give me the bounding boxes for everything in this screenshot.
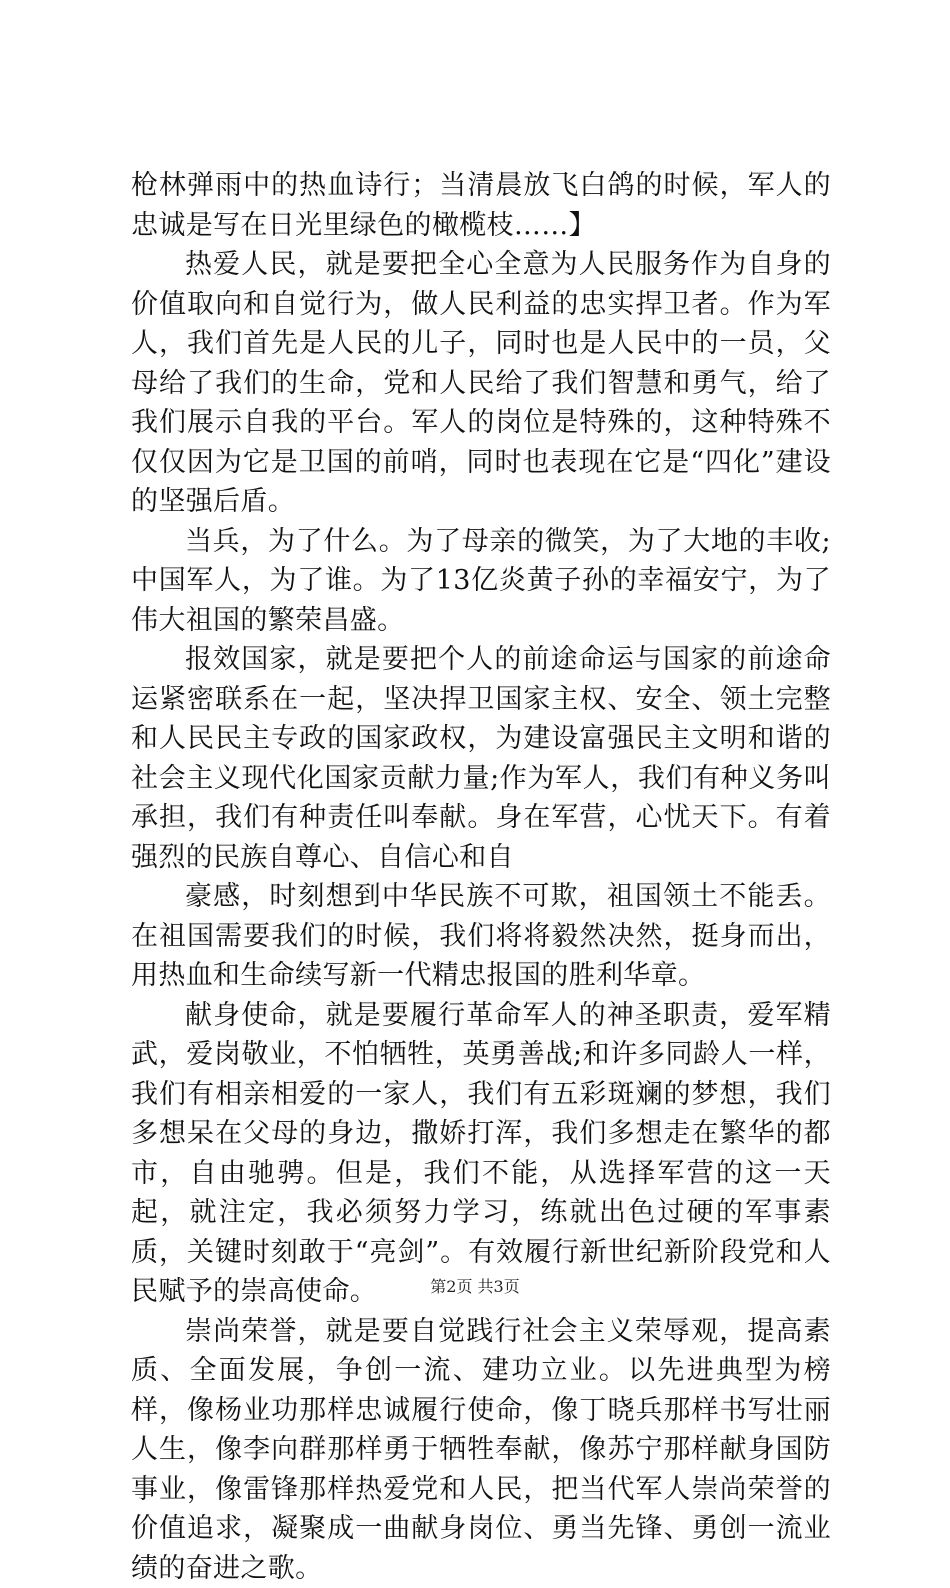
document-body xyxy=(131,166,831,1588)
paragraph-2: 热爱人民，就是要把全心全意为人民服务作为自身的价值取向和自觉行为，做人民利益的忠实捍卫者。作为军人，我们首先是人民的儿子，同时也是人民中的一员，父母给了我们的生命，党和人民给了我们智慧和勇气，给了我们展示自我的平台。军人的岗位是特殊的，这种特殊不仅仅因为它是卫国的前哨，同时也表现在它是“四化”建设的坚强后盾。 xyxy=(131,245,831,522)
paragraph-3: 当兵，为了什么。为了母亲的微笑，为了大地的丰收;中国军人，为了谁。为了13亿炎黄子孙的幸福安宁，为了伟大祖国的繁荣昌盛。 xyxy=(131,522,831,641)
paragraph-5: 豪感，时刻想到中华民族不可欺，祖国领土不能丢。在祖国需要我们的时候，我们将将毅然决然，挺身而出，用热血和生命续写新一代精忠报国的胜利华章。 xyxy=(131,877,831,996)
page-number-footer: 第2页 共3页 xyxy=(0,1276,950,1298)
paragraph-4: 报效国家，就是要把个人的前途命运与国家的前途命运紧密联系在一起，坚决捍卫国家主权、安全、领土完整和人民民主专政的国家政权，为建设富强民主文明和谐的社会主义现代化国家贡献力量;作为军人，我们有种义务叫承担，我们有种责任叫奉献。身在军营，心忧天下。有着强烈的民族自尊心、自信心和自 xyxy=(131,640,831,877)
paragraph-6: 献身使命，就是要履行革命军人的神圣职责，爱军精武，爱岗敬业，不怕牺牲，英勇善战;和许多同龄人一样，我们有相亲相爱的一家人，我们有五彩斑斓的梦想，我们多想呆在父母的身边，撒娇打浑，我们多想走在繁华的都市，自由驰骋。但是，我们不能，从选择军营的这一天起，就注定，我必须努力学习，练就出色过硬的军事素质，关键时刻敢于“亮剑”。有效履行新世纪新阶段党和人民赋予的崇高使命。 xyxy=(131,996,831,1312)
paragraph-7: 崇尚荣誉，就是要自觉践行社会主义荣辱观，提高素质、全面发展，争创一流、建功立业。以先进典型为榜样，像杨业功那样忠诚履行使命，像丁晓兵那样书写壮丽人生，像李向群那样勇于牺牲奉献，像苏宁那样献身国防事业，像雷锋那样热爱党和人民，把当代军人崇尚荣誉的价值追求，凝聚成一曲献身岗位、勇当先锋、勇创一流业绩的奋进之歌。 xyxy=(131,1312,831,1588)
paragraph-1: 枪林弹雨中的热血诗行；当清晨放飞白鸽的时候，军人的忠诚是写在日光里绿色的橄榄枝……】 xyxy=(131,166,831,245)
